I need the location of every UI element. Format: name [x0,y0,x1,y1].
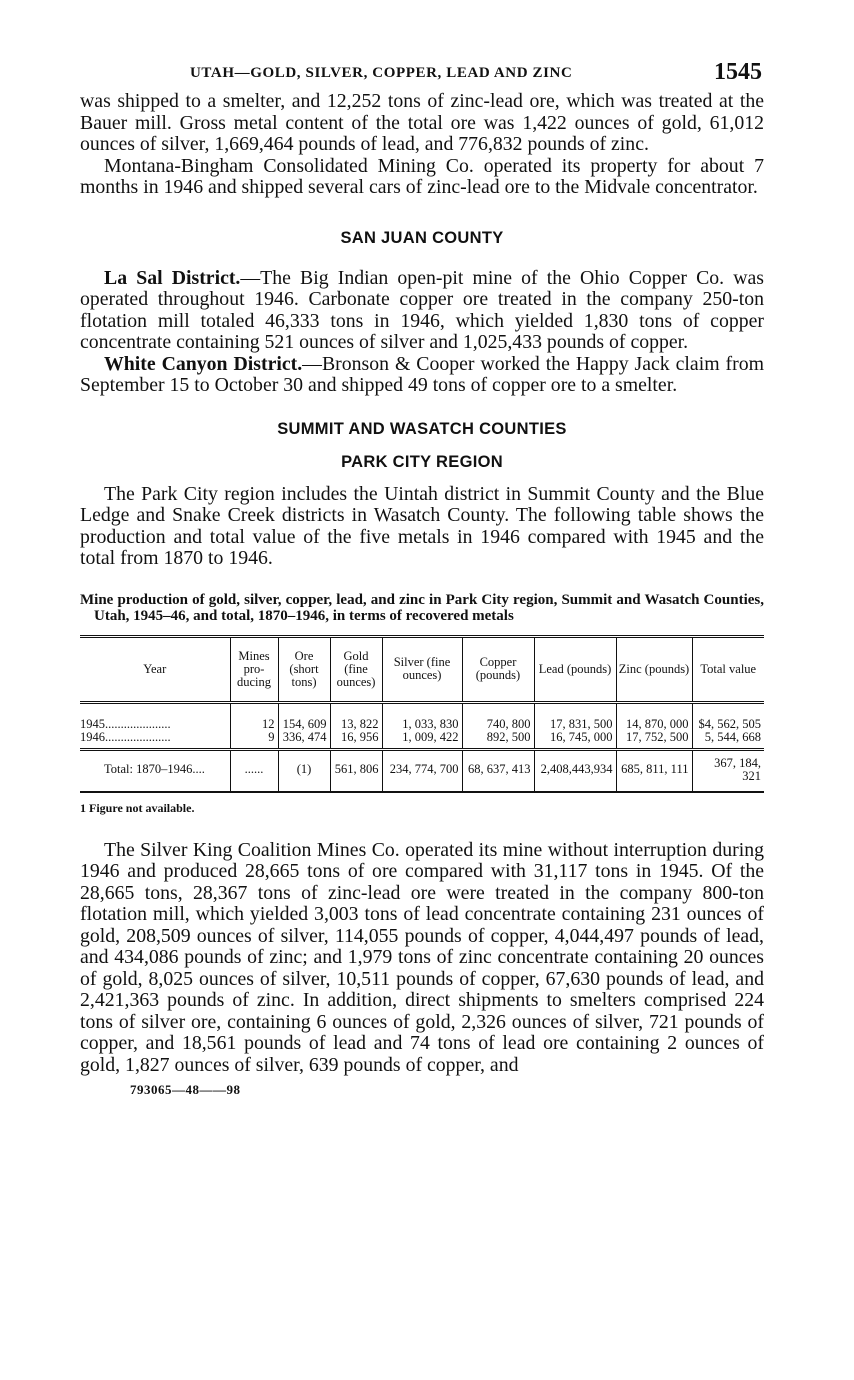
cell-ore: 336, 474 [278,731,330,750]
cell-silver: 1, 009, 422 [382,731,462,750]
cell-total-zinc: 685, 811, 111 [616,749,692,792]
production-table [80,635,764,793]
cell-gold: 13, 822 [330,702,382,731]
printer-imprint: 793065—48——98 [130,1082,241,1097]
table-total-row [80,749,764,792]
cell-lead: 17, 831, 500 [534,702,616,731]
table-row [80,731,764,750]
cell-ore: 154, 609 [278,702,330,731]
cell-gold: 16, 956 [330,731,382,750]
park-city-paragraph: The Park City region includes the Uintah district in Summit County and the Blue Ledge and Snake Creek districts in Wasatch County. The following table shows the production and total value of the five metals in 1946 compared with 1945 and the total from 1870 to 1946. [80,482,764,569]
white-canyon-title: White Canyon District. [104,352,303,375]
col-gold: Gold (fine ounces) [330,636,382,702]
cell-total-mines: ...... [230,749,278,792]
page-header [80,55,764,91]
table-caption: Mine production of gold, silver, copper, lead, and zinc in Park City region, Summit and Wasatch Counties, Utah, 1945–46, and total, 1870–1946, in terms of recovered metals [80,591,764,624]
summit-heading: SUMMIT AND WASATCH COUNTIES [277,419,567,438]
cell-total-label: Total: 1870–1946.... [104,762,205,776]
cell-copper: 892, 500 [462,731,534,750]
cell-value: 5, 544, 668 [692,731,764,750]
white-canyon-text: —Bronson & Cooper worked the Happy Jack claim from September 15 to October 30 and shipped 49 tons of copper ore to a smelter. [80,352,764,396]
cell-year: 1945..................... [80,716,171,731]
cell-total-lead: 2,408,443,934 [534,749,616,792]
white-canyon-paragraph [80,354,764,397]
cell-total-copper: 68, 637, 413 [462,749,534,792]
cell-year: 1946..................... [80,731,230,750]
cell-zinc: 14, 870, 000 [616,702,692,731]
cell-total-gold: 561, 806 [330,749,382,792]
running-head: UTAH—GOLD, SILVER, COPPER, LEAD AND ZINC [190,65,573,81]
table-header-row [80,636,764,702]
cell-lead: 16, 745, 000 [534,731,616,750]
document-page [80,55,764,1098]
col-zinc: Zinc (pounds) [616,636,692,702]
cell-total-ore: (1) [278,749,330,792]
page-number: 1545 [714,59,762,85]
table-row [80,702,764,731]
cell-silver: 1, 033, 830 [382,702,462,731]
cell-zinc: 17, 752, 500 [616,731,692,750]
col-silver: Silver (fine ounces) [382,636,462,702]
col-lead: Lead (pounds) [534,636,616,702]
intro-paragraph-1: was shipped to a smelter, and 12,252 tons of zinc-lead ore, which was treated at the Bauer mill. Gross metal content of the total ore was 1,422 ounces of gold, 61,012 ounces of silver, 1,669,464 pounds of lead, and 776,832 pounds of zinc. [80,90,764,155]
cell-copper: 740, 800 [462,702,534,731]
intro-paragraph-2: Montana-Bingham Consolidated Mining Co. operated its property for about 7 months in 1946 and shipped several cars of zinc-lead ore to the Midvale concentrator. [80,154,764,198]
col-ore: Ore (short tons) [278,636,330,702]
park-city-subheading: PARK CITY REGION [341,452,503,471]
la-sal-text: —The Big Indian open-pit mine of the Ohio Copper Co. was operated throughout 1946. Carbonate copper ore treated in the company 250-ton flotation mill totaled 46,333 tons in 1946, which yielded 1,830 tons of copper concentrate containing 521 ounces of silver and 1,025,433 pounds of copper. [80,266,764,353]
san-juan-heading: SAN JUAN COUNTY [340,228,504,247]
silver-king-paragraph: The Silver King Coalition Mines Co. operated its mine without interruption during 1946 and produced 28,665 tons of ore compared with 31,117 tons in 1945. Of the 28,665 tons, 28,367 tons of zinc-lead ore were treated in the company 800-ton flotation mill, which yielded 3,003 tons of lead concentrate containing 231 ounces of gold, 208,509 ounces of silver, 114,055 pounds of copper, 4,044,497 pounds of lead, and 434,086 pounds of zinc; and 1,979 tons of zinc concentrate containing 20 ounces of gold, 8,025 ounces of silver, 10,511 pounds of copper, 67,630 pounds of lead, and 2,421,363 pounds of zinc. In addition, direct shipments to smelters comprised 224 tons of silver ore, containing 6 ounces of gold, 2,326 ounces of silver, 721 pounds of copper, and 18,561 pounds of lead and 74 tons of lead ore containing 2 ounces of gold, 1,827 ounces of silver, 639 pounds of copper, and [80,838,764,1076]
cell-total-value: 367, 184, 321 [692,749,764,792]
cell-mines: 9 [230,731,278,750]
table-footnote: 1 Figure not available. [80,800,195,815]
la-sal-paragraph [80,268,764,354]
col-year: Year [80,636,230,702]
col-value: Total value [692,636,764,702]
cell-mines: 12 [230,702,278,731]
cell-value: $4, 562, 505 [692,702,764,731]
cell-total-silver: 234, 774, 700 [382,749,462,792]
la-sal-title: La Sal District. [104,266,241,289]
col-mines: Mines pro-ducing [230,636,278,702]
col-copper: Copper (pounds) [462,636,534,702]
